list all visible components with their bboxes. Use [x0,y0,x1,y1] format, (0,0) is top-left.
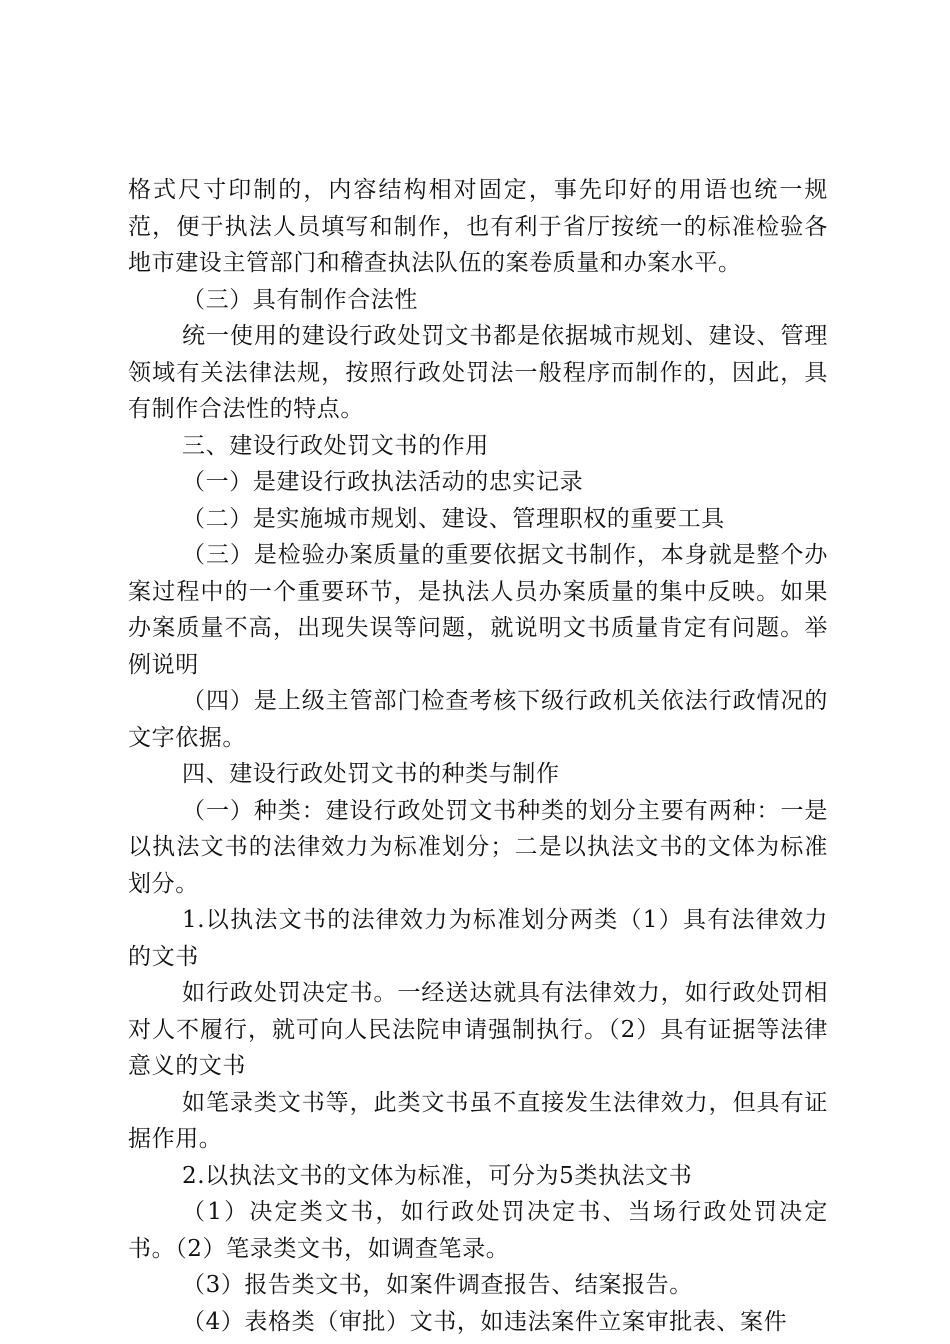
section-heading: （三）具有制作合法性 [182,286,418,313]
list-item: （一）是建设行政执法活动的忠实记录 [182,469,584,495]
list-item: 1.以执法文书的法律效力为标准划分两类（1）具有法律效力的文书 [128,907,828,970]
list-item: （4）表格类（审批）文书，如违法案件立案审批表、案件 [182,1308,788,1335]
list-item: （二）是实施城市规划、建设、管理职权的重要工具 [182,505,725,532]
list-item: （四）是上级主管部门检查考核下级行政机关依法行政情况的文字依据。 [128,688,828,751]
section-heading: 四、建设行政处罚文书的种类与制作 [182,761,560,787]
document-body [128,172,828,1340]
paragraph: 统一使用的建设行政处罚文书都是依据城市规划、建设、管理领域有关法律法规，按照行政处罚法一般程序而制作的，因此，具有制作合法性的特点。 [128,323,828,422]
paragraph: 如行政处罚决定书。一经送达就具有法律效力，如行政处罚相对人不履行，就可向人民法院申请强制执行。（2）具有证据等法律意义的文书 [128,980,828,1079]
list-item: （一）种类：建设行政处罚文书种类的划分主要有两种：一是以执法文书的法律效力为标准划分；二是以执法文书的文体为标准划分。 [128,797,828,897]
list-item: （1）决定类文书，如行政处罚决定书、当场行政处罚决定书。（2）笔录类文书，如调查笔录。 [128,1199,828,1262]
list-item: （3）报告类文书，如案件调查报告、结案报告。 [182,1272,693,1298]
paragraph: 如笔录类文书等，此类文书虽不直接发生法律效力，但具有证据作用。 [128,1089,828,1152]
list-item: 2.以执法文书的文体为标准，可分为5类执法文书 [182,1162,693,1189]
section-heading: 三、建设行政处罚文书的作用 [182,432,489,459]
list-item: （三）是检验办案质量的重要依据文书制作，本身就是整个办案过程中的一个重要环节，是执法人员办案质量的集中反映。如果办案质量不高，出现失误等问题，就说明文书质量肯定有问题。举例说明 [128,542,828,678]
paragraph: 格式尺寸印制的，内容结构相对固定，事先印好的用语也统一规范，便于执法人员填写和制作，也有利于省厅按统一的标准检验各地市建设主管部门和稽查执法队伍的案卷质量和办案水平。 [128,177,828,276]
